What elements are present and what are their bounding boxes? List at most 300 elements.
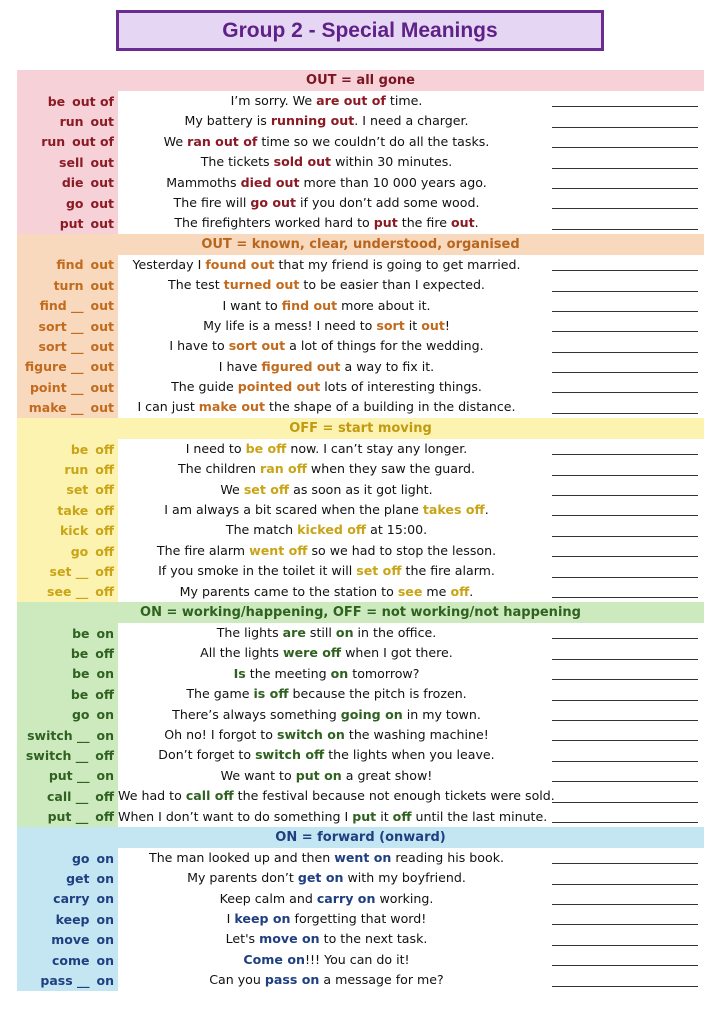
example-sentence [118,275,535,295]
highlighted-phrase: went on [334,849,392,865]
answer-blank[interactable] [535,541,704,561]
example-sentence [118,868,535,888]
sentence-text: I need to [185,440,246,456]
answer-blank[interactable] [535,970,704,990]
answer-line [552,904,698,905]
highlighted-phrase: going on [340,706,403,722]
sentence-text: time. [385,93,423,108]
answer-blank[interactable] [535,132,704,152]
phrasal-verb [17,807,118,827]
answer-blank[interactable] [535,152,704,172]
section-heading: ON = forward (onward) [17,827,704,848]
particle-word: out of [72,134,114,150]
answer-line [552,659,698,660]
verb-word: put __ [47,809,89,825]
verb-word: figure __ [24,359,84,375]
sentence-text: When I don’t want to do something I [118,808,353,824]
answer-line [552,270,698,271]
sentence-text: a way to fix it. [340,358,435,374]
sentence-text: We had to [118,788,186,804]
verb-word: kick [59,523,89,539]
answer-blank[interactable] [535,786,704,806]
phrasal-verb [17,766,118,786]
highlighted-phrase: put [352,808,377,824]
verb-word: turn [53,277,84,293]
answer-blank[interactable] [535,213,704,233]
particle-word: off [95,748,114,764]
highlighted-phrase: on [330,665,349,681]
verb-word: carry [53,891,90,907]
sentence-text: The lights [216,624,283,640]
sentence-text: My parents don’t [187,870,298,886]
verb-word: keep [55,911,90,927]
section-heading: OUT = all gone [17,70,704,91]
sentence-text: to be easier than I expected. [299,277,485,293]
answer-line [552,392,698,393]
sentence-text: at 15:00. [366,522,428,538]
sentence-text: I’m sorry. We [230,93,317,108]
answer-line [552,515,698,516]
highlighted-phrase: is off [253,686,289,702]
phrasal-verb [17,868,118,888]
answer-blank[interactable] [535,480,704,500]
verb-word: move [51,932,90,948]
sentence-text: in my town. [402,706,481,722]
phrasal-verb [17,848,118,868]
answer-blank[interactable] [535,766,704,786]
particle-word: out [90,114,114,130]
answer-blank[interactable] [535,357,704,377]
sentence-text: forgetting that word! [290,911,427,927]
highlighted-phrase: Is [233,665,246,681]
highlighted-phrase: get on [297,870,344,886]
sentence-text: I can just [137,399,199,415]
section [17,70,704,234]
table-row [17,439,704,459]
answer-line [552,413,698,414]
table-row [17,848,704,868]
sentence-text: when they saw the guard. [306,461,475,477]
verb-word: be [70,441,89,457]
section-heading: OUT = known, clear, understood, organised [17,234,704,255]
sentence-text: The children [178,461,260,477]
answer-blank[interactable] [535,889,704,909]
particle-word: off [95,523,114,539]
highlighted-phrase: were off [282,645,342,661]
answer-blank[interactable] [535,848,704,868]
particle-word: off [95,543,114,559]
phrasal-verb [17,480,118,500]
highlighted-phrase: switch on [276,726,345,742]
highlighted-phrase: died out [240,174,300,190]
sentence-text: Yesterday I [132,256,206,272]
sentence-text: Mammoths [166,174,241,190]
verb-word: come [52,952,90,968]
sentence-text: me [422,583,451,599]
phrasal-verb [17,255,118,275]
example-sentence [118,397,535,417]
highlighted-phrase: off [450,583,470,599]
answer-blank[interactable] [535,929,704,949]
table-row [17,255,704,275]
section [17,827,704,991]
table-row [17,132,704,152]
example-sentence [118,848,535,868]
answer-blank[interactable] [535,950,704,970]
verb-word: sell [59,154,84,170]
verb-word: be [72,625,90,641]
table-row [17,807,704,827]
answer-blank[interactable] [535,397,704,417]
verb-word: be [70,686,89,702]
highlighted-phrase: put on [295,767,342,783]
particle-word: out [90,338,114,354]
particle-word: out [90,298,114,314]
sentence-text: more about it. [337,297,431,313]
answer-line [552,291,698,292]
answer-blank[interactable] [535,561,704,581]
answer-line [552,311,698,312]
example-sentence [118,582,535,602]
particle-word: off [95,646,114,662]
answer-line [552,720,698,721]
particle-word: off [95,563,114,579]
highlighted-phrase: on [335,624,354,640]
particle-word: off [95,788,114,804]
sentence-text: lots of interesting things. [320,379,482,395]
example-sentence [118,807,548,827]
phrasal-verb [17,336,118,356]
table-row [17,111,704,131]
answer-blank[interactable] [535,909,704,929]
answer-blank[interactable] [535,275,704,295]
answer-blank[interactable] [535,582,704,602]
answer-line [552,127,698,128]
phrasal-verb [17,786,118,806]
table-row [17,582,704,602]
answer-blank[interactable] [535,725,704,745]
table-row [17,275,704,295]
table-row [17,316,704,336]
table-row [17,520,704,540]
example-sentence [118,255,535,275]
sentence-text: with my boyfriend. [343,870,466,886]
particle-word: off [95,584,114,600]
table-row [17,745,704,765]
table-row [17,296,704,316]
answer-line [552,740,698,741]
sentence-text: a lot of things for the wedding. [285,338,484,354]
highlighted-phrase: figured out [261,358,341,374]
table-row [17,377,704,397]
answer-line [552,924,698,925]
phrasal-verb [17,193,118,213]
particle-word: out [90,195,114,211]
highlighted-phrase: went off [249,542,308,558]
example-sentence [118,357,535,377]
example-sentence [118,316,535,336]
sentence-text: the washing machine! [344,726,489,742]
verb-word: sort __ [38,318,84,334]
verb-word: find [56,257,84,273]
phrasal-verb [17,623,118,643]
phrasal-verb [17,296,118,316]
sentence-text: I have to [169,338,229,354]
section [17,234,704,418]
answer-blank[interactable] [535,111,704,131]
highlighted-phrase: found out [205,256,275,272]
sentence-text: the fire [397,215,452,231]
answer-blank[interactable] [535,91,704,111]
answer-line [552,331,698,332]
sentence-text: in the office. [353,624,437,640]
particle-word: off [95,441,114,457]
answer-blank[interactable] [535,868,704,888]
table-row [17,541,704,561]
sentence-text: that my friend is going to get married. [274,256,521,272]
example-sentence [118,684,535,704]
phrasal-verb [17,909,118,929]
sentence-text: ! [444,317,450,333]
example-sentence [118,664,535,684]
table-row [17,725,704,745]
verb-word: put [59,216,84,232]
sentence-text: more than 10 000 years ago. [299,174,487,190]
verb-word: call __ [47,788,89,804]
sentence-text: when I got there. [341,645,453,661]
particle-word: off [95,461,114,477]
sentence-text: . [484,502,489,518]
example-sentence [118,786,555,806]
answer-blank[interactable] [535,664,704,684]
example-sentence [118,173,535,193]
answer-blank[interactable] [535,459,704,479]
highlighted-phrase: pass on [264,972,320,988]
phrasal-verb [17,643,118,663]
example-sentence [118,193,535,213]
sentence-text: There’s always something [172,706,341,722]
answer-blank[interactable] [535,807,704,827]
answer-blank[interactable] [535,520,704,540]
highlighted-phrase: out [451,215,475,231]
sentence-text: it [376,808,393,824]
table-row [17,480,704,500]
verb-word: go [71,850,90,866]
answer-blank[interactable] [535,684,704,704]
particle-word: out [90,400,114,416]
sentence-text: We [220,481,244,497]
table-row [17,193,704,213]
particle-word: out [90,154,114,170]
sentence-text: a message for me? [319,972,444,988]
verb-word: find __ [39,298,84,314]
answer-blank[interactable] [535,173,704,193]
highlighted-phrase: set off [356,563,402,579]
answer-line [552,781,698,782]
particle-word: on [96,727,114,743]
table-row [17,868,704,888]
example-sentence [118,705,535,725]
phrasal-verb [17,275,118,295]
sentence-text: I have [218,358,262,374]
table-row [17,173,704,193]
example-sentence [118,970,535,990]
particle-word: off [95,482,114,498]
sentence-text: The fire will [173,194,251,210]
table-row [17,705,704,725]
answer-blank[interactable] [535,439,704,459]
verb-word: go [70,543,89,559]
phrasal-verb [17,439,118,459]
example-sentence [118,377,535,397]
phrasal-verb [17,377,118,397]
phrasal-verb [17,889,118,909]
answer-line [552,863,698,864]
page-title: Group 2 - Special Meanings [222,18,498,42]
verb-word: put __ [48,768,90,784]
highlighted-phrase: ran out of [187,133,258,149]
table-row [17,643,704,663]
highlighted-phrase: call off [185,788,234,804]
sentence-text: Oh no! I forgot to [164,726,277,742]
sentence-text: a great show! [341,767,433,783]
table-row [17,152,704,172]
phrasal-verb [17,173,118,193]
answer-blank[interactable] [535,705,704,725]
sentence-text: Don’t forget to [158,747,256,763]
table-row [17,889,704,909]
table-row [17,950,704,970]
example-sentence [118,745,535,765]
example-sentence [118,520,535,540]
section-heading: OFF = start moving [17,418,704,439]
phrasal-verb [17,664,118,684]
phrasal-verb [17,705,118,725]
verb-word: make __ [28,400,84,416]
sentence-text: The fire alarm [156,542,250,558]
phrasal-verb [17,582,118,602]
sentence-text: We want to [220,767,296,783]
verb-word: pass __ [40,972,90,988]
highlighted-phrase: move on [259,931,320,947]
example-sentence [118,439,535,459]
answer-blank[interactable] [535,255,704,275]
particle-word: on [96,707,114,723]
answer-line [552,556,698,557]
example-sentence [118,909,535,929]
answer-line [552,352,698,353]
verb-word: run [41,134,66,150]
verb-word: see __ [47,584,89,600]
answer-line [552,229,698,230]
particle-word: out [90,175,114,191]
sentence-text: . I need a charger. [354,113,469,129]
particle-word: off [95,809,114,825]
answer-line [552,577,698,578]
section [17,602,704,827]
particle-word: on [96,932,114,948]
sentence-text: The tickets [200,154,274,170]
phrasal-verb [17,520,118,540]
answer-line [552,372,698,373]
sentence-text: The guide [171,379,238,395]
sentence-text: the meeting [245,665,331,681]
sentence-text: tomorrow? [348,665,420,681]
sentence-text: time so we couldn’t do all the tasks. [257,133,490,149]
highlighted-phrase: sold out [273,154,332,170]
verb-word: point __ [29,379,84,395]
answer-blank[interactable] [535,643,704,663]
highlighted-phrase: out [421,317,445,333]
phrasal-verb [17,725,118,745]
sentence-text: still [305,624,336,640]
sentence-text: Keep calm and [219,890,317,906]
verb-word: take [57,502,89,518]
phrasal-verb [17,397,118,417]
table-row [17,684,704,704]
answer-blank[interactable] [535,500,704,520]
example-sentence [118,111,535,131]
highlighted-phrase: make out [198,399,266,415]
answer-blank[interactable] [535,377,704,397]
answer-line [552,168,698,169]
sentence-text: to the next task. [319,931,428,947]
phrasal-verb [17,152,118,172]
example-sentence [118,500,535,520]
answer-blank[interactable] [535,193,704,213]
answer-line [552,884,698,885]
highlighted-phrase: switch off [255,747,325,763]
highlighted-phrase: be off [245,440,287,456]
table-row [17,336,704,356]
verb-word: set [66,482,89,498]
particle-word: out [90,277,114,293]
phrasal-verb [17,684,118,704]
particle-word: off [95,502,114,518]
answer-line [552,495,698,496]
answer-line [552,106,698,107]
sentence-text: My parents came to the station to [179,583,398,599]
answer-blank[interactable] [535,336,704,356]
verb-word: run [59,114,84,130]
example-sentence [118,132,535,152]
particle-word: on [96,891,114,907]
answer-blank[interactable] [535,745,704,765]
phrasal-verb [17,132,118,152]
table-row [17,459,704,479]
example-sentence [118,950,535,970]
highlighted-phrase: sort out [228,338,286,354]
answer-blank[interactable] [535,623,704,643]
answer-line [552,147,698,148]
sentence-text: because the pitch is frozen. [288,686,467,702]
phrasal-verb [17,561,118,581]
sentence-text: within 30 minutes. [331,154,453,170]
verb-word: die [61,175,84,191]
phrasal-verb [17,970,118,990]
answer-blank[interactable] [535,316,704,336]
phrasal-verb [17,541,118,561]
particle-word: out [90,318,114,334]
phrasal-verb [17,316,118,336]
sentence-text: My life is a mess! I need to [203,317,377,333]
sentence-text: The match [225,522,298,538]
answer-blank[interactable] [535,296,704,316]
highlighted-phrase: find out [281,297,338,313]
verb-word: go [71,707,90,723]
table-row [17,766,704,786]
phrasal-verb [17,500,118,520]
